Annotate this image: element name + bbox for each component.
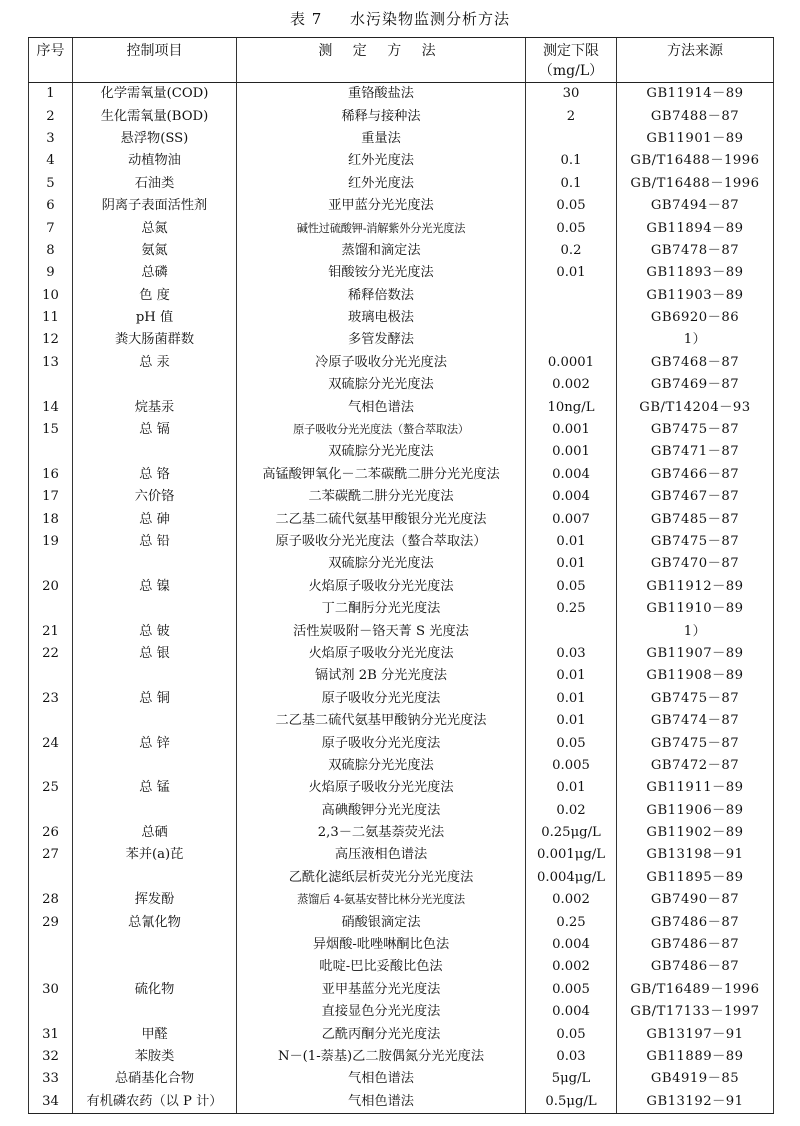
cell-no <box>29 800 73 822</box>
table-row <box>29 1046 774 1068</box>
cell-method: 蒸馏和滴定法 <box>237 240 526 262</box>
cell-method: 高锰酸钾氧化－二苯碳酰二肼分光光度法 <box>237 464 526 486</box>
table-row <box>29 688 774 710</box>
cell-item: 总 铜 <box>73 688 237 710</box>
table-row <box>29 285 774 307</box>
cell-no: 16 <box>42 466 59 482</box>
cell-limit: 0.007 <box>526 508 617 530</box>
cell-method: 火焰原子吸收分光光度法 <box>237 576 526 598</box>
table-row <box>29 777 774 799</box>
cell-item: 苯胺类 <box>73 1046 237 1068</box>
cell-source: GB7490－87 <box>617 889 774 911</box>
cell-source: GB7486－87 <box>617 956 774 978</box>
cell-source: GB/T16489－1996 <box>617 979 774 1001</box>
cell-limit: 0.01 <box>526 777 617 799</box>
cell-item: 总 镉 <box>73 419 237 441</box>
cell-method: 高碘酸钾分光光度法 <box>237 800 526 822</box>
cell-no: 19 <box>42 534 59 549</box>
table-row <box>29 732 774 754</box>
cell-item: 总 砷 <box>73 508 237 530</box>
cell-item <box>73 441 237 463</box>
table-row <box>29 800 774 822</box>
table-row <box>29 755 774 777</box>
cell-item: 阴离子表面活性剂 <box>73 195 237 217</box>
cell-method: 稀释与接种法 <box>237 105 526 127</box>
header-limit-line2: （mg/L） <box>538 63 604 79</box>
table-row <box>29 352 774 374</box>
cell-limit: 0.1 <box>526 150 617 172</box>
cell-source: GB11901－89 <box>617 128 774 150</box>
cell-item: 硫化物 <box>73 979 237 1001</box>
table-row <box>29 329 774 351</box>
cell-no: 12 <box>42 332 59 348</box>
cell-item: 总磷 <box>73 262 237 284</box>
cell-method: 吡啶-巴比妥酸比色法 <box>237 956 526 978</box>
table-row <box>29 173 774 195</box>
cell-limit: 0.05 <box>526 217 617 239</box>
cell-source: GB11903－89 <box>617 285 774 307</box>
table-row <box>29 598 774 620</box>
cell-limit: 0.2 <box>526 240 617 262</box>
cell-no: 30 <box>42 981 59 997</box>
cell-no: 18 <box>42 511 59 527</box>
cell-method: 二乙基二硫代氨基甲酸银分光光度法 <box>237 508 526 530</box>
cell-no: 13 <box>42 354 59 370</box>
table-row <box>29 956 774 978</box>
cell-no: 29 <box>42 914 59 930</box>
cell-source: GB11911－89 <box>617 777 774 799</box>
cell-item: 总 镍 <box>73 576 237 598</box>
header-no: 序号 <box>29 38 73 83</box>
cell-item <box>73 956 237 978</box>
cell-method: 双硫腙分光光度法 <box>237 755 526 777</box>
cell-no: 22 <box>42 645 59 661</box>
cell-method: 冷原子吸收分光光度法 <box>237 352 526 374</box>
cell-source: GB11912－89 <box>617 576 774 598</box>
cell-limit: 0.0001 <box>526 352 617 374</box>
cell-item: 总 汞 <box>73 352 237 374</box>
cell-limit: 0.03 <box>526 643 617 665</box>
table-row <box>29 889 774 911</box>
header-item: 控制项目 <box>73 38 237 83</box>
cell-item <box>73 867 237 889</box>
cell-method: 原子吸收分光光度法（螯合萃取法） <box>237 419 526 441</box>
cell-source: GB7471－87 <box>617 441 774 463</box>
cell-source: GB7485－87 <box>617 508 774 530</box>
cell-item: 总 铍 <box>73 620 237 642</box>
cell-source: GB11893－89 <box>617 262 774 284</box>
cell-limit: 0.001μg/L <box>526 844 617 866</box>
cell-item: 总硝基化合物 <box>73 1068 237 1090</box>
cell-source: GB11914－89 <box>617 83 774 106</box>
cell-limit: 0.5μg/L <box>526 1091 617 1114</box>
table-row <box>29 217 774 239</box>
cell-limit: 0.004 <box>526 464 617 486</box>
cell-limit: 30 <box>526 83 617 106</box>
cell-source: GB7466－87 <box>617 464 774 486</box>
cell-method: N－(1-萘基)乙二胺偶氮分光光度法 <box>237 1046 526 1068</box>
cell-limit: 0.02 <box>526 800 617 822</box>
table-row <box>29 576 774 598</box>
table-row <box>29 822 774 844</box>
cell-source: GB11910－89 <box>617 598 774 620</box>
table-row <box>29 374 774 396</box>
table-row <box>29 665 774 687</box>
cell-source: GB/T16488－1996 <box>617 150 774 172</box>
cell-method: 稀释倍数法 <box>237 285 526 307</box>
cell-limit: 0.03 <box>526 1046 617 1068</box>
cell-item: 总 银 <box>73 643 237 665</box>
table-row <box>29 486 774 508</box>
table-row <box>29 240 774 262</box>
cell-limit: 0.002 <box>526 374 617 396</box>
cell-source: GB7475－87 <box>617 419 774 441</box>
cell-source: GB7486－87 <box>617 911 774 933</box>
cell-method: 乙酰化滤纸层析荧光分光光度法 <box>237 867 526 889</box>
cell-limit: 0.004 <box>526 934 617 956</box>
cell-source: 1） <box>617 620 774 642</box>
cell-limit: 0.001 <box>526 441 617 463</box>
cell-source: GB7475－87 <box>617 688 774 710</box>
table-caption: 水污染物监测分析方法 <box>350 10 511 28</box>
cell-item: 总氰化物 <box>73 911 237 933</box>
cell-source: GB6920－86 <box>617 307 774 329</box>
cell-limit <box>526 329 617 351</box>
cell-source: GB4919－85 <box>617 1068 774 1090</box>
cell-no <box>29 374 73 396</box>
cell-limit: 0.05 <box>526 576 617 598</box>
cell-method: 双硫腙分光光度法 <box>237 441 526 463</box>
cell-limit: 2 <box>526 105 617 127</box>
cell-limit: 0.25 <box>526 598 617 620</box>
cell-source: GB11894－89 <box>617 217 774 239</box>
cell-method: 原子吸收分光光度法（螯合萃取法） <box>237 531 526 553</box>
cell-source: GB/T17133－1997 <box>617 1001 774 1023</box>
cell-limit: 0.01 <box>526 262 617 284</box>
cell-no: 17 <box>42 489 59 505</box>
cell-method: 重量法 <box>237 128 526 150</box>
cell-source: GB7468－87 <box>617 352 774 374</box>
table-title <box>0 8 800 29</box>
cell-item <box>73 553 237 575</box>
cell-source: GB7470－87 <box>617 553 774 575</box>
cell-no: 1 <box>46 86 55 102</box>
cell-item: 总 铬 <box>73 464 237 486</box>
cell-limit: 0.004 <box>526 486 617 508</box>
cell-method: 红外光度法 <box>237 150 526 172</box>
cell-item: 化学需氧量(COD) <box>73 83 237 106</box>
cell-item <box>73 800 237 822</box>
cell-source: GB7467－87 <box>617 486 774 508</box>
cell-method: 异烟酸-吡唑啉酮比色法 <box>237 934 526 956</box>
cell-limit: 0.25μg/L <box>526 822 617 844</box>
cell-limit: 0.01 <box>526 665 617 687</box>
table-body <box>29 83 774 1114</box>
cell-source: GB7486－87 <box>617 934 774 956</box>
cell-method: 玻璃电极法 <box>237 307 526 329</box>
cell-limit: 0.001 <box>526 419 617 441</box>
cell-item <box>73 665 237 687</box>
table-row <box>29 396 774 418</box>
header-row <box>29 38 774 83</box>
table-row <box>29 867 774 889</box>
cell-no: 15 <box>42 422 59 438</box>
cell-item: 六价铬 <box>73 486 237 508</box>
cell-limit: 0.05 <box>526 1023 617 1045</box>
cell-limit: 0.1 <box>526 173 617 195</box>
cell-item <box>73 374 237 396</box>
cell-limit: 5μg/L <box>526 1068 617 1090</box>
cell-item <box>73 1001 237 1023</box>
cell-no <box>29 553 73 575</box>
cell-limit: 0.004 <box>526 1001 617 1023</box>
table-row <box>29 262 774 284</box>
cell-no <box>29 956 73 978</box>
cell-no <box>29 867 73 889</box>
table-row <box>29 620 774 642</box>
cell-no <box>29 441 73 463</box>
cell-method: 火焰原子吸收分光光度法 <box>237 643 526 665</box>
header-limit <box>526 38 617 83</box>
cell-method: 火焰原子吸收分光光度法 <box>237 777 526 799</box>
cell-no: 5 <box>46 175 55 191</box>
cell-limit: 0.004μg/L <box>526 867 617 889</box>
cell-no: 28 <box>42 892 59 908</box>
cell-source: GB11906－89 <box>617 800 774 822</box>
cell-no <box>29 598 73 620</box>
cell-item: 氨氮 <box>73 240 237 262</box>
cell-no: 4 <box>46 153 55 169</box>
table-row <box>29 150 774 172</box>
cell-no <box>29 665 73 687</box>
table-row <box>29 979 774 1001</box>
table-row <box>29 307 774 329</box>
cell-item: 动植物油 <box>73 150 237 172</box>
cell-item <box>73 934 237 956</box>
cell-no: 7 <box>46 220 55 236</box>
cell-no <box>29 1001 73 1023</box>
table-row <box>29 464 774 486</box>
cell-limit: 0.002 <box>526 889 617 911</box>
cell-limit <box>526 128 617 150</box>
table-row <box>29 419 774 441</box>
cell-no: 9 <box>46 265 55 281</box>
header-limit-line1: 测定下限 <box>543 43 599 59</box>
cell-source: GB7474－87 <box>617 710 774 732</box>
monitoring-methods-table <box>28 37 774 1114</box>
cell-limit: 0.01 <box>526 531 617 553</box>
cell-method: 红外光度法 <box>237 173 526 195</box>
cell-no: 3 <box>46 130 55 146</box>
cell-method: 钼酸铵分光光度法 <box>237 262 526 284</box>
cell-method: 气相色谱法 <box>237 1091 526 1114</box>
cell-limit: 0.01 <box>526 553 617 575</box>
cell-item: 悬浮物(SS) <box>73 128 237 150</box>
cell-source: GB7475－87 <box>617 732 774 754</box>
cell-no: 26 <box>42 825 59 841</box>
cell-source: GB7469－87 <box>617 374 774 396</box>
cell-source: GB7488－87 <box>617 105 774 127</box>
cell-method: 高压液相色谱法 <box>237 844 526 866</box>
cell-method: 亚甲蓝分光光度法 <box>237 195 526 217</box>
cell-source: GB11902－89 <box>617 822 774 844</box>
cell-no <box>29 755 73 777</box>
cell-item: 总 锰 <box>73 777 237 799</box>
table-row <box>29 643 774 665</box>
cell-method: 双硫腙分光光度法 <box>237 374 526 396</box>
cell-method: 气相色谱法 <box>237 396 526 418</box>
table-row <box>29 1023 774 1045</box>
cell-item: 生化需氧量(BOD) <box>73 105 237 127</box>
cell-item <box>73 710 237 732</box>
table-row <box>29 128 774 150</box>
table-row <box>29 710 774 732</box>
cell-limit: 0.01 <box>526 688 617 710</box>
cell-source: GB/T14204－93 <box>617 396 774 418</box>
table-row <box>29 553 774 575</box>
cell-no: 33 <box>42 1071 59 1087</box>
cell-method: 丁二酮肟分光光度法 <box>237 598 526 620</box>
cell-no: 6 <box>46 198 55 214</box>
cell-item: 甲醛 <box>73 1023 237 1045</box>
cell-method: 气相色谱法 <box>237 1068 526 1090</box>
cell-limit: 0.005 <box>526 755 617 777</box>
table-row <box>29 934 774 956</box>
cell-method: 原子吸收分光光度法 <box>237 732 526 754</box>
table-row <box>29 508 774 530</box>
cell-method: 直接显色分光光度法 <box>237 1001 526 1023</box>
table-row <box>29 1068 774 1090</box>
cell-method: 乙酰丙酮分光光度法 <box>237 1023 526 1045</box>
cell-item: 苯并(a)芘 <box>73 844 237 866</box>
cell-method: 二苯碳酰二肼分光光度法 <box>237 486 526 508</box>
cell-method: 2,3－二氨基萘荧光法 <box>237 822 526 844</box>
cell-no: 14 <box>42 399 59 415</box>
cell-source: GB11889－89 <box>617 1046 774 1068</box>
cell-source: GB7472－87 <box>617 755 774 777</box>
table-row <box>29 1001 774 1023</box>
cell-item: 色 度 <box>73 285 237 307</box>
cell-no: 21 <box>42 623 59 639</box>
cell-limit: 10ng/L <box>526 396 617 418</box>
cell-limit: 0.01 <box>526 710 617 732</box>
cell-limit: 0.25 <box>526 911 617 933</box>
cell-no: 10 <box>42 287 59 303</box>
cell-limit: 0.002 <box>526 956 617 978</box>
cell-limit: 0.05 <box>526 732 617 754</box>
cell-source: GB7494－87 <box>617 195 774 217</box>
cell-no: 27 <box>42 847 59 863</box>
header-source: 方法来源 <box>617 38 774 83</box>
cell-no <box>29 934 73 956</box>
cell-source: GB11907－89 <box>617 643 774 665</box>
table-row <box>29 911 774 933</box>
cell-source: GB13198－91 <box>617 844 774 866</box>
table-row <box>29 105 774 127</box>
cell-limit <box>526 307 617 329</box>
cell-no: 20 <box>42 578 59 594</box>
cell-item: 粪大肠菌群数 <box>73 329 237 351</box>
cell-item: 烷基汞 <box>73 396 237 418</box>
cell-method: 二乙基二硫代氨基甲酸钠分光光度法 <box>237 710 526 732</box>
cell-method: 镉试剂 2B 分光光度法 <box>237 665 526 687</box>
cell-method: 原子吸收分光光度法 <box>237 688 526 710</box>
table-number: 表 7 <box>289 10 323 28</box>
cell-no: 8 <box>46 242 55 258</box>
cell-method: 活性炭吸附－铬天菁 S 光度法 <box>237 620 526 642</box>
cell-no: 11 <box>42 310 59 326</box>
cell-method: 双硫腙分光光度法 <box>237 553 526 575</box>
cell-method: 重铬酸盐法 <box>237 83 526 106</box>
table-row <box>29 1091 774 1114</box>
cell-source: GB7475－87 <box>617 531 774 553</box>
cell-item: 总 铅 <box>73 531 237 553</box>
cell-limit: 0.05 <box>526 195 617 217</box>
cell-item: 总 锌 <box>73 732 237 754</box>
cell-no: 23 <box>42 690 59 706</box>
cell-item: 总硒 <box>73 822 237 844</box>
cell-item: 石油类 <box>73 173 237 195</box>
cell-method: 碱性过硫酸钾-消解紫外分光光度法 <box>237 217 526 239</box>
cell-source: GB/T16488－1996 <box>617 173 774 195</box>
cell-method: 亚甲基蓝分光光度法 <box>237 979 526 1001</box>
cell-item: 挥发酚 <box>73 889 237 911</box>
cell-no: 34 <box>29 1091 73 1114</box>
cell-item: 有机磷农药（以 P 计） <box>73 1091 237 1114</box>
cell-item: pH 值 <box>73 307 237 329</box>
cell-no: 31 <box>42 1026 59 1042</box>
cell-item <box>73 598 237 620</box>
cell-no: 25 <box>42 780 59 796</box>
table-row <box>29 441 774 463</box>
cell-method: 多管发酵法 <box>237 329 526 351</box>
cell-source: GB13197－91 <box>617 1023 774 1045</box>
cell-no: 32 <box>42 1048 59 1064</box>
cell-method: 硝酸银滴定法 <box>237 911 526 933</box>
cell-limit <box>526 285 617 307</box>
cell-no: 2 <box>46 108 55 124</box>
table-row <box>29 844 774 866</box>
cell-item <box>73 755 237 777</box>
cell-item: 总氮 <box>73 217 237 239</box>
cell-no: 24 <box>42 735 59 751</box>
table-row <box>29 195 774 217</box>
table-row <box>29 83 774 106</box>
cell-no <box>29 710 73 732</box>
cell-source: GB13192－91 <box>617 1091 774 1114</box>
cell-source: 1） <box>617 329 774 351</box>
cell-limit <box>526 620 617 642</box>
cell-limit: 0.005 <box>526 979 617 1001</box>
table-row <box>29 531 774 553</box>
cell-source: GB7478－87 <box>617 240 774 262</box>
cell-source: GB11895－89 <box>617 867 774 889</box>
header-method: 测 定 方 法 <box>237 38 526 83</box>
cell-method: 蒸馏后 4-氨基安替比林分光光度法 <box>237 889 526 911</box>
cell-source: GB11908－89 <box>617 665 774 687</box>
